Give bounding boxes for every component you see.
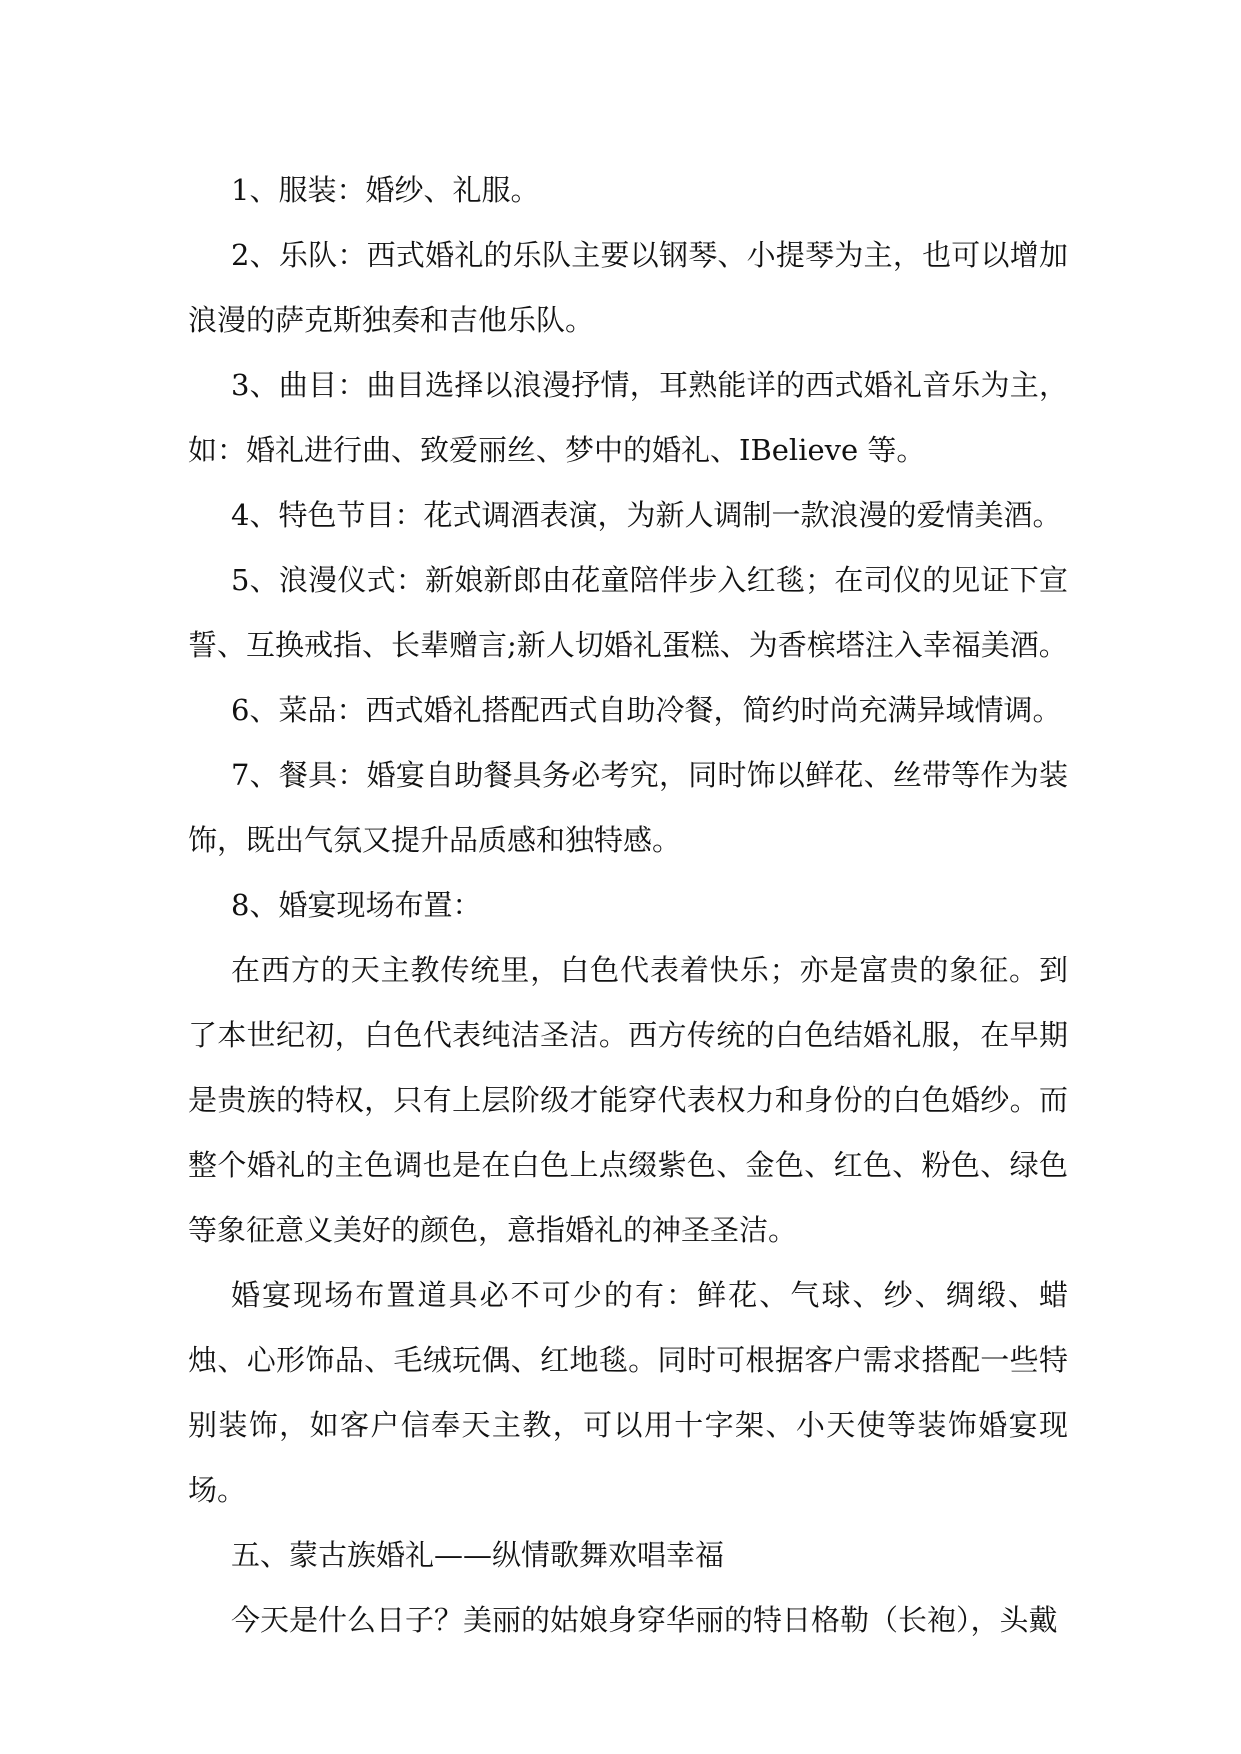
paragraph-venue-heading: 8、婚宴现场布置： bbox=[231, 888, 482, 922]
paragraph-music: 3、曲目：曲目选择以浪漫抒情，耳熟能详的西式婚礼音乐为主，如：婚礼进行曲、致爱丽丝、梦中的婚礼、IBelieve 等。 bbox=[188, 368, 1068, 467]
paragraph-mongolian-intro: 今天是什么日子？美丽的姑娘身穿华丽的特日格勒（长袍），头戴 bbox=[231, 1603, 1058, 1637]
section-heading-mongolian-wedding: 五、蒙古族婚礼——纵情歌舞欢唱幸福 bbox=[231, 1538, 725, 1572]
paragraph-band: 2、乐队：西式婚礼的乐队主要以钢琴、小提琴为主，也可以增加浪漫的萨克斯独奏和吉他乐队。 bbox=[188, 238, 1068, 337]
paragraph-white-tradition: 在西方的天主教传统里，白色代表着快乐；亦是富贵的象征。到了本世纪初，白色代表纯洁圣洁。西方传统的白色结婚礼服，在早期是贵族的特权，只有上层阶级才能穿代表权力和身份的白色婚纱。而整个婚礼的主色调也是在白色上点缀紫色、金色、红色、粉色、绿色等象征意义美好的颜色，意指婚礼的神圣圣洁。 bbox=[188, 953, 1068, 1247]
paragraph-ceremony: 5、浪漫仪式：新娘新郎由花童陪伴步入红毯；在司仪的见证下宣誓、互换戒指、长辈赠言;新人切婚礼蛋糕、为香槟塔注入幸福美酒。 bbox=[188, 563, 1068, 662]
paragraph-clothing: 1、服装：婚纱、礼服。 bbox=[231, 173, 540, 207]
paragraph-venue-props: 婚宴现场布置道具必不可少的有：鲜花、气球、纱、绸缎、蜡烛、心形饰品、毛绒玩偶、红地毯。同时可根据客户需求搭配一些特别装饰，如客户信奉天主教，可以用十字架、小天使等装饰婚宴现场。 bbox=[188, 1278, 1068, 1507]
document-body bbox=[188, 158, 1068, 1653]
paragraph-tableware: 7、餐具：婚宴自助餐具务必考究，同时饰以鲜花、丝带等作为装饰，既出气氛又提升品质感和独特感。 bbox=[188, 758, 1068, 857]
paragraph-special-program: 4、特色节目：花式调酒表演，为新人调制一款浪漫的爱情美酒。 bbox=[231, 498, 1062, 532]
paragraph-dishes: 6、菜品：西式婚礼搭配西式自助冷餐，简约时尚充满异域情调。 bbox=[231, 693, 1062, 727]
